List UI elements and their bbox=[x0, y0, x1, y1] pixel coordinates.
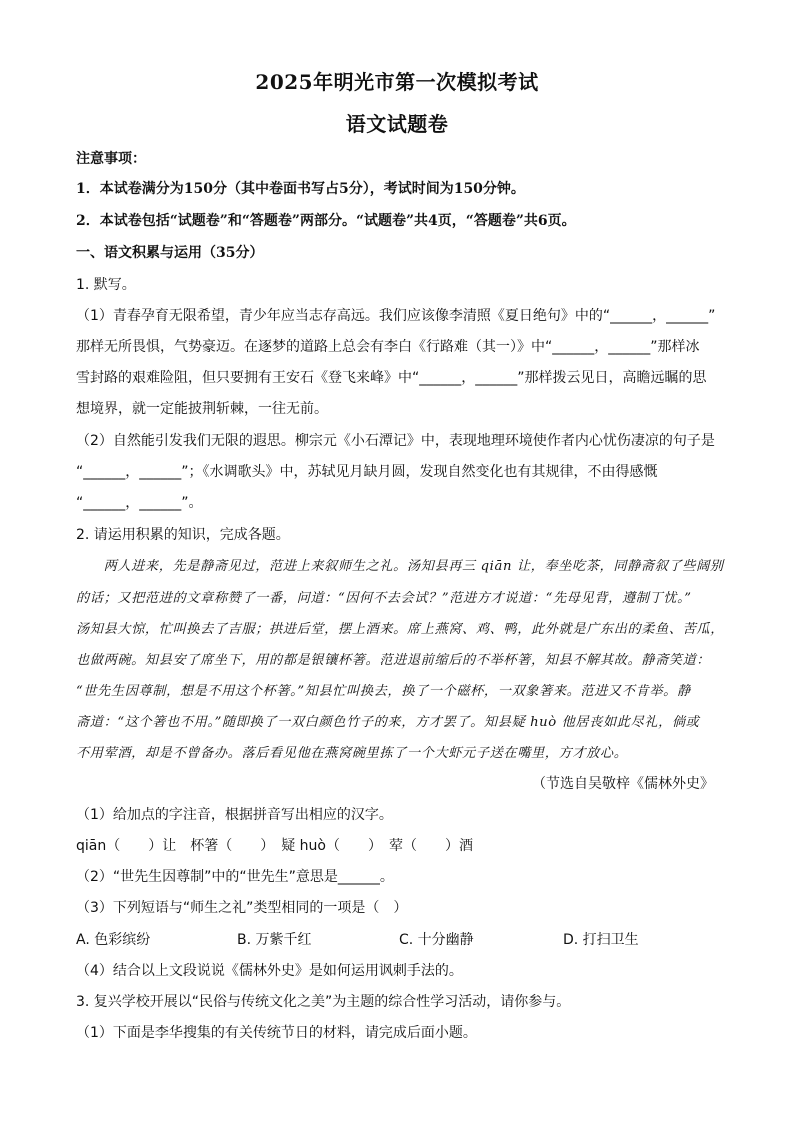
question-2-label: 2. 请运用积累的知识，完成各题。 bbox=[76, 527, 290, 543]
question-1-part-1-line-4: 想境界，就一定能披荆斩棘，一往无前。 bbox=[76, 401, 328, 417]
notice-item-1: 1．本试卷满分为150分（其中卷面书写占5分），考试时间为150分钟。 bbox=[76, 181, 525, 197]
passage-line: 也做两碗。知县安了席坐下，用的都是银镶杯箸。范进退前缩后的不举杯箸，知县不解其故。静斋笑道： bbox=[76, 653, 711, 668]
question-1-part-2-line-1: （2）自然能引发我们无限的遐思。柳宗元《小石潭记》中，表现地理环境使作者内心忧伤凄凉的句子是 bbox=[76, 433, 715, 449]
question-3-label: 3. 复兴学校开展以“民俗与传统文化之美”为主题的综合性学习活动，请你参与。 bbox=[76, 994, 571, 1010]
notice-item-2: 2．本试卷包括“试题卷”和“答题卷”两部分。“试题卷”共4页，“答题卷”共6页。 bbox=[76, 213, 576, 229]
option-c: C. 十分幽静 bbox=[399, 932, 474, 948]
question-1-part-1-line-2: 那样无所畏惧，气势豪迈。在逐梦的道路上总会有李白《行路难（其一）》中“______，______”那样冰 bbox=[76, 339, 700, 355]
question-3-sub-1: （1）下面是李华搜集的有关传统节日的材料，请完成后面小题。 bbox=[76, 1025, 477, 1041]
passage-source: （节选自吴敬梓《儒林外史》 bbox=[532, 776, 714, 792]
question-1-part-2-line-3: “______，______”。 bbox=[76, 495, 203, 511]
passage-line: 汤知县大惊，忙叫换去了吉服；拱进后堂，摆上酒来。席上燕窝、鸡、鸭，此外就是广东出的柔鱼、苦瓜， bbox=[76, 622, 725, 637]
question-1-part-1-line-3: 雪封路的艰难险阻，但只要拥有王安石《登飞来峰》中“______，______”那样拨云见日，高瞻远瞩的思 bbox=[76, 370, 707, 386]
question-2-sub-4: （4）结合以上文段说说《儒林外史》是如何运用讽刺手法的。 bbox=[76, 963, 463, 979]
passage-line: 斋道：“这个箸也不用。”随即换了一双白颜色竹子的来，方才罢了。知县疑 huò 他居丧如此尽礼，倘或 bbox=[76, 715, 700, 730]
question-2-sub-1-blanks: qiān（ ）让 杯箸（ ） 疑 huò（ ） 荤（ ）酒 bbox=[76, 838, 473, 854]
exam-subtitle: 语文试题卷 bbox=[345, 112, 449, 136]
question-2-sub-3: （3）下列短语与“师生之礼”类型相同的一项是（ ） bbox=[76, 900, 408, 916]
passage-line: “世先生因尊制，想是不用这个杯箸。”知县忙叫换去，换了一个磁杯，一双象箸来。范进又不肯举。静 bbox=[76, 684, 691, 699]
option-d: D. 打扫卫生 bbox=[563, 932, 639, 948]
question-2-sub-1: （1）给加点的字注音，根据拼音写出相应的汉字。 bbox=[76, 807, 393, 823]
option-a: A. 色彩缤纷 bbox=[76, 932, 151, 948]
passage-line: 两人进来，先是静斋见过，范进上来叙师生之礼。汤知县再三 qiān 让，奉坐吃茶，同静斋叙了些阔别 bbox=[76, 559, 724, 574]
passage-line: 不用荤酒，却是不曾备办。落后看见他在燕窝碗里拣了一个大虾元子送在嘴里，方才放心。 bbox=[76, 746, 628, 761]
question-1-label: 1. 默写。 bbox=[76, 277, 136, 293]
question-1-part-2-line-2: “______，______”；《水调歌头》中，苏轼见月缺月圆，发现自然变化也有其规律，不由得感慨 bbox=[76, 464, 658, 480]
option-b: B. 万紫千红 bbox=[237, 932, 312, 948]
exam-title: 2025年明光市第一次模拟考试 bbox=[255, 70, 539, 94]
passage-line: 的话；又把范进的文章称赞了一番，问道：“因何不去会试？”范进方才说道：“先母见背，遵制丁忧。” bbox=[76, 591, 692, 606]
question-2-sub-2: （2）“世先生因尊制”中的“世先生”意思是______。 bbox=[76, 869, 394, 885]
section-1-heading: 一、语文积累与运用（35分） bbox=[76, 245, 264, 261]
question-1-part-1-line-1: （1）青春孕育无限希望，青少年应当志存高远。我们应该像李清照《夏日绝句》中的“______，______” bbox=[76, 308, 716, 324]
notice-heading: 注意事项： bbox=[76, 151, 146, 167]
